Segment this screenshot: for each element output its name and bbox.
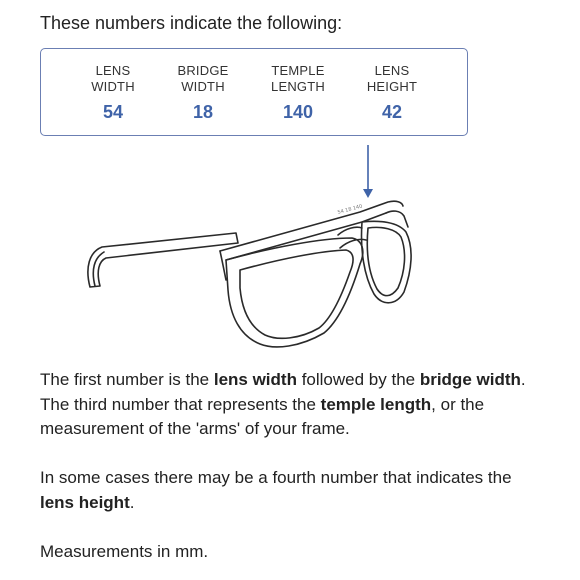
measure-bridge-width [158, 63, 248, 123]
glasses-icon [70, 140, 450, 360]
measure-value: 54 [102, 102, 124, 122]
units-note: Measurements in mm. [40, 542, 209, 561]
explanation-paragraph [40, 368, 550, 442]
p2-text-2: . [129, 492, 135, 512]
p1-text-2: followed by the [296, 370, 420, 389]
p1-text-3: . The third number that represents the [40, 370, 526, 414]
arrow-down-icon [363, 145, 373, 198]
glasses-illustration [70, 140, 450, 360]
measurements-box [40, 48, 468, 136]
measure-value: 18 [192, 102, 214, 122]
p1-bold-bridge-width: bridge width [419, 370, 521, 389]
p2-text-1: In some cases there may be a fourth number that indicates the [40, 468, 512, 487]
measure-temple-length [253, 63, 343, 123]
p1-bold-temple-length: temple length [320, 394, 432, 414]
measure-label: LENS WIDTH [91, 63, 135, 94]
frame-engraving: 54 18 140 [336, 203, 364, 216]
measure-value: 42 [381, 102, 403, 122]
p1-text-1: The first number is the [40, 370, 214, 389]
intro-heading: These numbers indicate the following: [40, 13, 343, 33]
measure-label: LENS HEIGHT [366, 63, 418, 94]
p1-bold-lens-width: lens width [213, 370, 297, 389]
measure-lens-height [347, 63, 437, 123]
fourth-number-paragraph [40, 466, 550, 515]
measure-value: 140 [282, 102, 314, 122]
measure-lens-width [68, 63, 158, 123]
measure-label: BRIDGE WIDTH [177, 63, 229, 94]
p2-bold-lens-height: lens height [40, 492, 130, 512]
p1-text-4: , or the measurement of the 'arms' of your frame. [40, 394, 485, 438]
measure-label: TEMPLE LENGTH [271, 63, 325, 94]
